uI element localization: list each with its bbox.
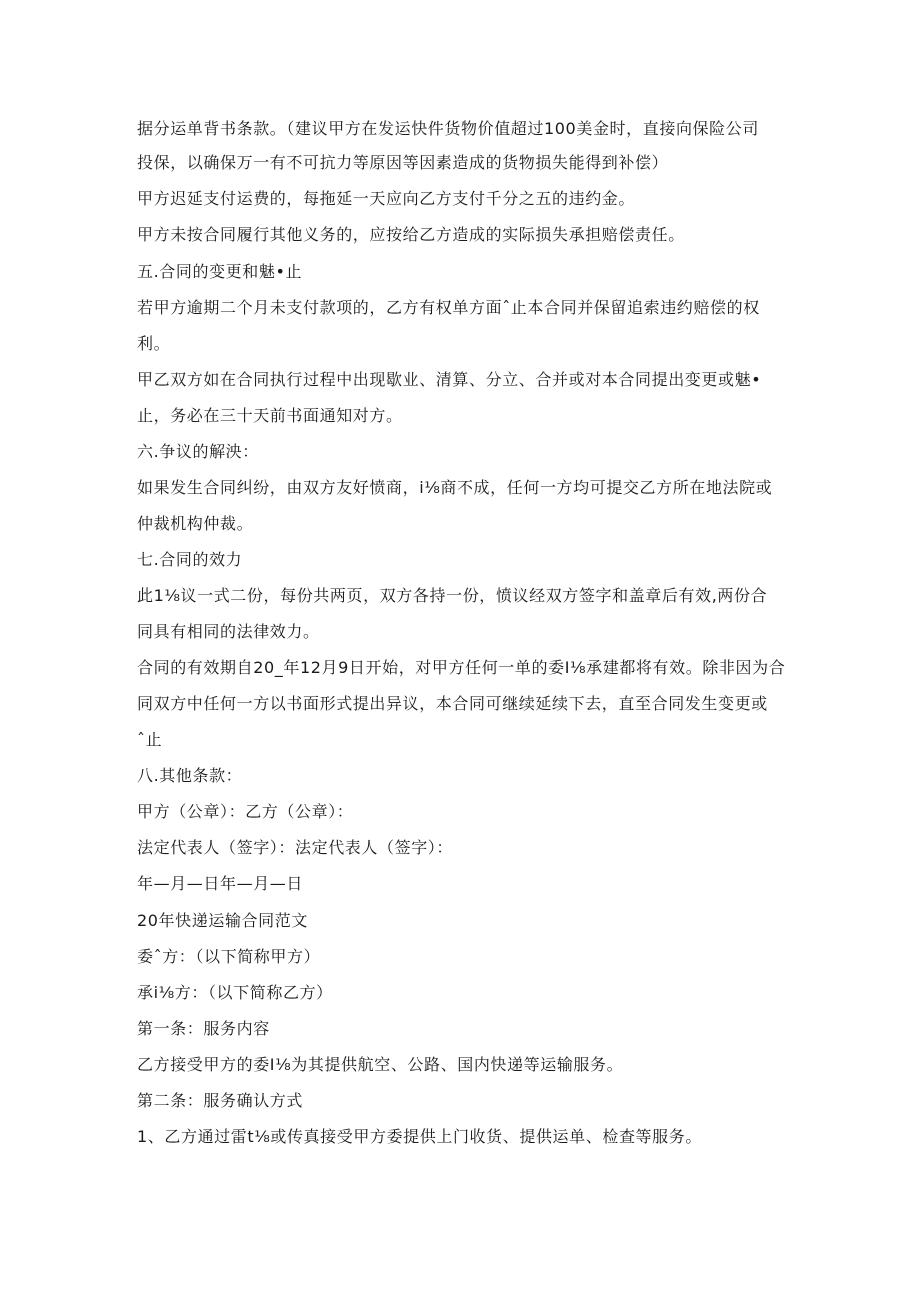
text-line: 甲方迟延支付运费的，每拖延一天应向乙方支付千分之五的违约金。 (137, 189, 636, 208)
text-line: 如果发生合同纠纷，由双方友好愤商，i⅛商不成，任何一方均可提交乙方所在地法院或 (137, 478, 773, 497)
text-line: 若甲方逾期二个月未支付款项的，乙方有权单方面ˆ止本合同并保留追索违约赔偿的权 (137, 298, 760, 317)
section-heading: 第一条：服务内容 (137, 1019, 270, 1038)
text-line: 据分运单背书条款。（建议甲方在发运快件货物价值超过100美金时，直接向保险公司 (137, 119, 759, 138)
text-line: 年—月—日年—月—日 (137, 874, 304, 893)
text-line: ˆ止 (137, 730, 163, 749)
text-line: 甲乙双方如在合同执行过程中出现歇业、清算、分立、合并或对本合同提出变更或魅• (137, 370, 762, 389)
text-line: 乙方接受甲方的委I⅛为其提供航空、公路、国内快递等运输服务。 (137, 1055, 624, 1074)
section-heading: 八.其他条款： (137, 766, 243, 785)
document-title: 20年快递运输合同范文 (137, 911, 308, 930)
section-heading: 六.争议的解泱： (137, 442, 259, 461)
text-line: 委ˆ方：（以下简称甲方） (137, 947, 321, 966)
text-line: 仲裁机构仲裁。 (137, 514, 254, 533)
text-line: 法定代表人（签字）：法定代表人（签字）： (137, 838, 454, 857)
text-line: 投保，以确保万一有不可抗力等原因等因素造成的货物损失能得到补偿） (137, 153, 669, 172)
text-line: 1、乙方通过雷t⅛或传真接受甲方委提供上门收货、提供运单、检查等服务。 (137, 1127, 702, 1146)
section-heading: 第二条：服务确认方式 (137, 1091, 304, 1110)
text-line: 同双方中任何一方以书面形式提出异议，本合同可继续延续下去，直至合同发生变更或 (137, 694, 768, 713)
text-line: 甲方（公章）：乙方（公章）： (137, 802, 354, 821)
text-line: 利。 (137, 334, 171, 353)
text-line: 同具有相同的法律效力。 (137, 622, 320, 641)
text-line: 止，务必在三十天前书面通知对方。 (137, 406, 403, 425)
text-line: 此1⅛议一式二份，每份共两页，双方各持一份，愤议经双方签字和盖章后有效,两份合 (137, 586, 768, 605)
section-heading: 五.合同的变更和魅•止 (137, 262, 303, 281)
text-line: 承i⅛方：（以下简称乙方） (137, 983, 333, 1002)
section-heading: 七.合同的效力 (137, 550, 243, 569)
text-line: 甲方未按合同履行其他义务的，应按给乙方造成的实际损失承担赔偿责任。 (137, 225, 685, 244)
text-line: 合同的有效期自20_年12月9日开始，对甲方任何一单的委I⅛承建都将有效。除非因为合 (137, 658, 786, 677)
